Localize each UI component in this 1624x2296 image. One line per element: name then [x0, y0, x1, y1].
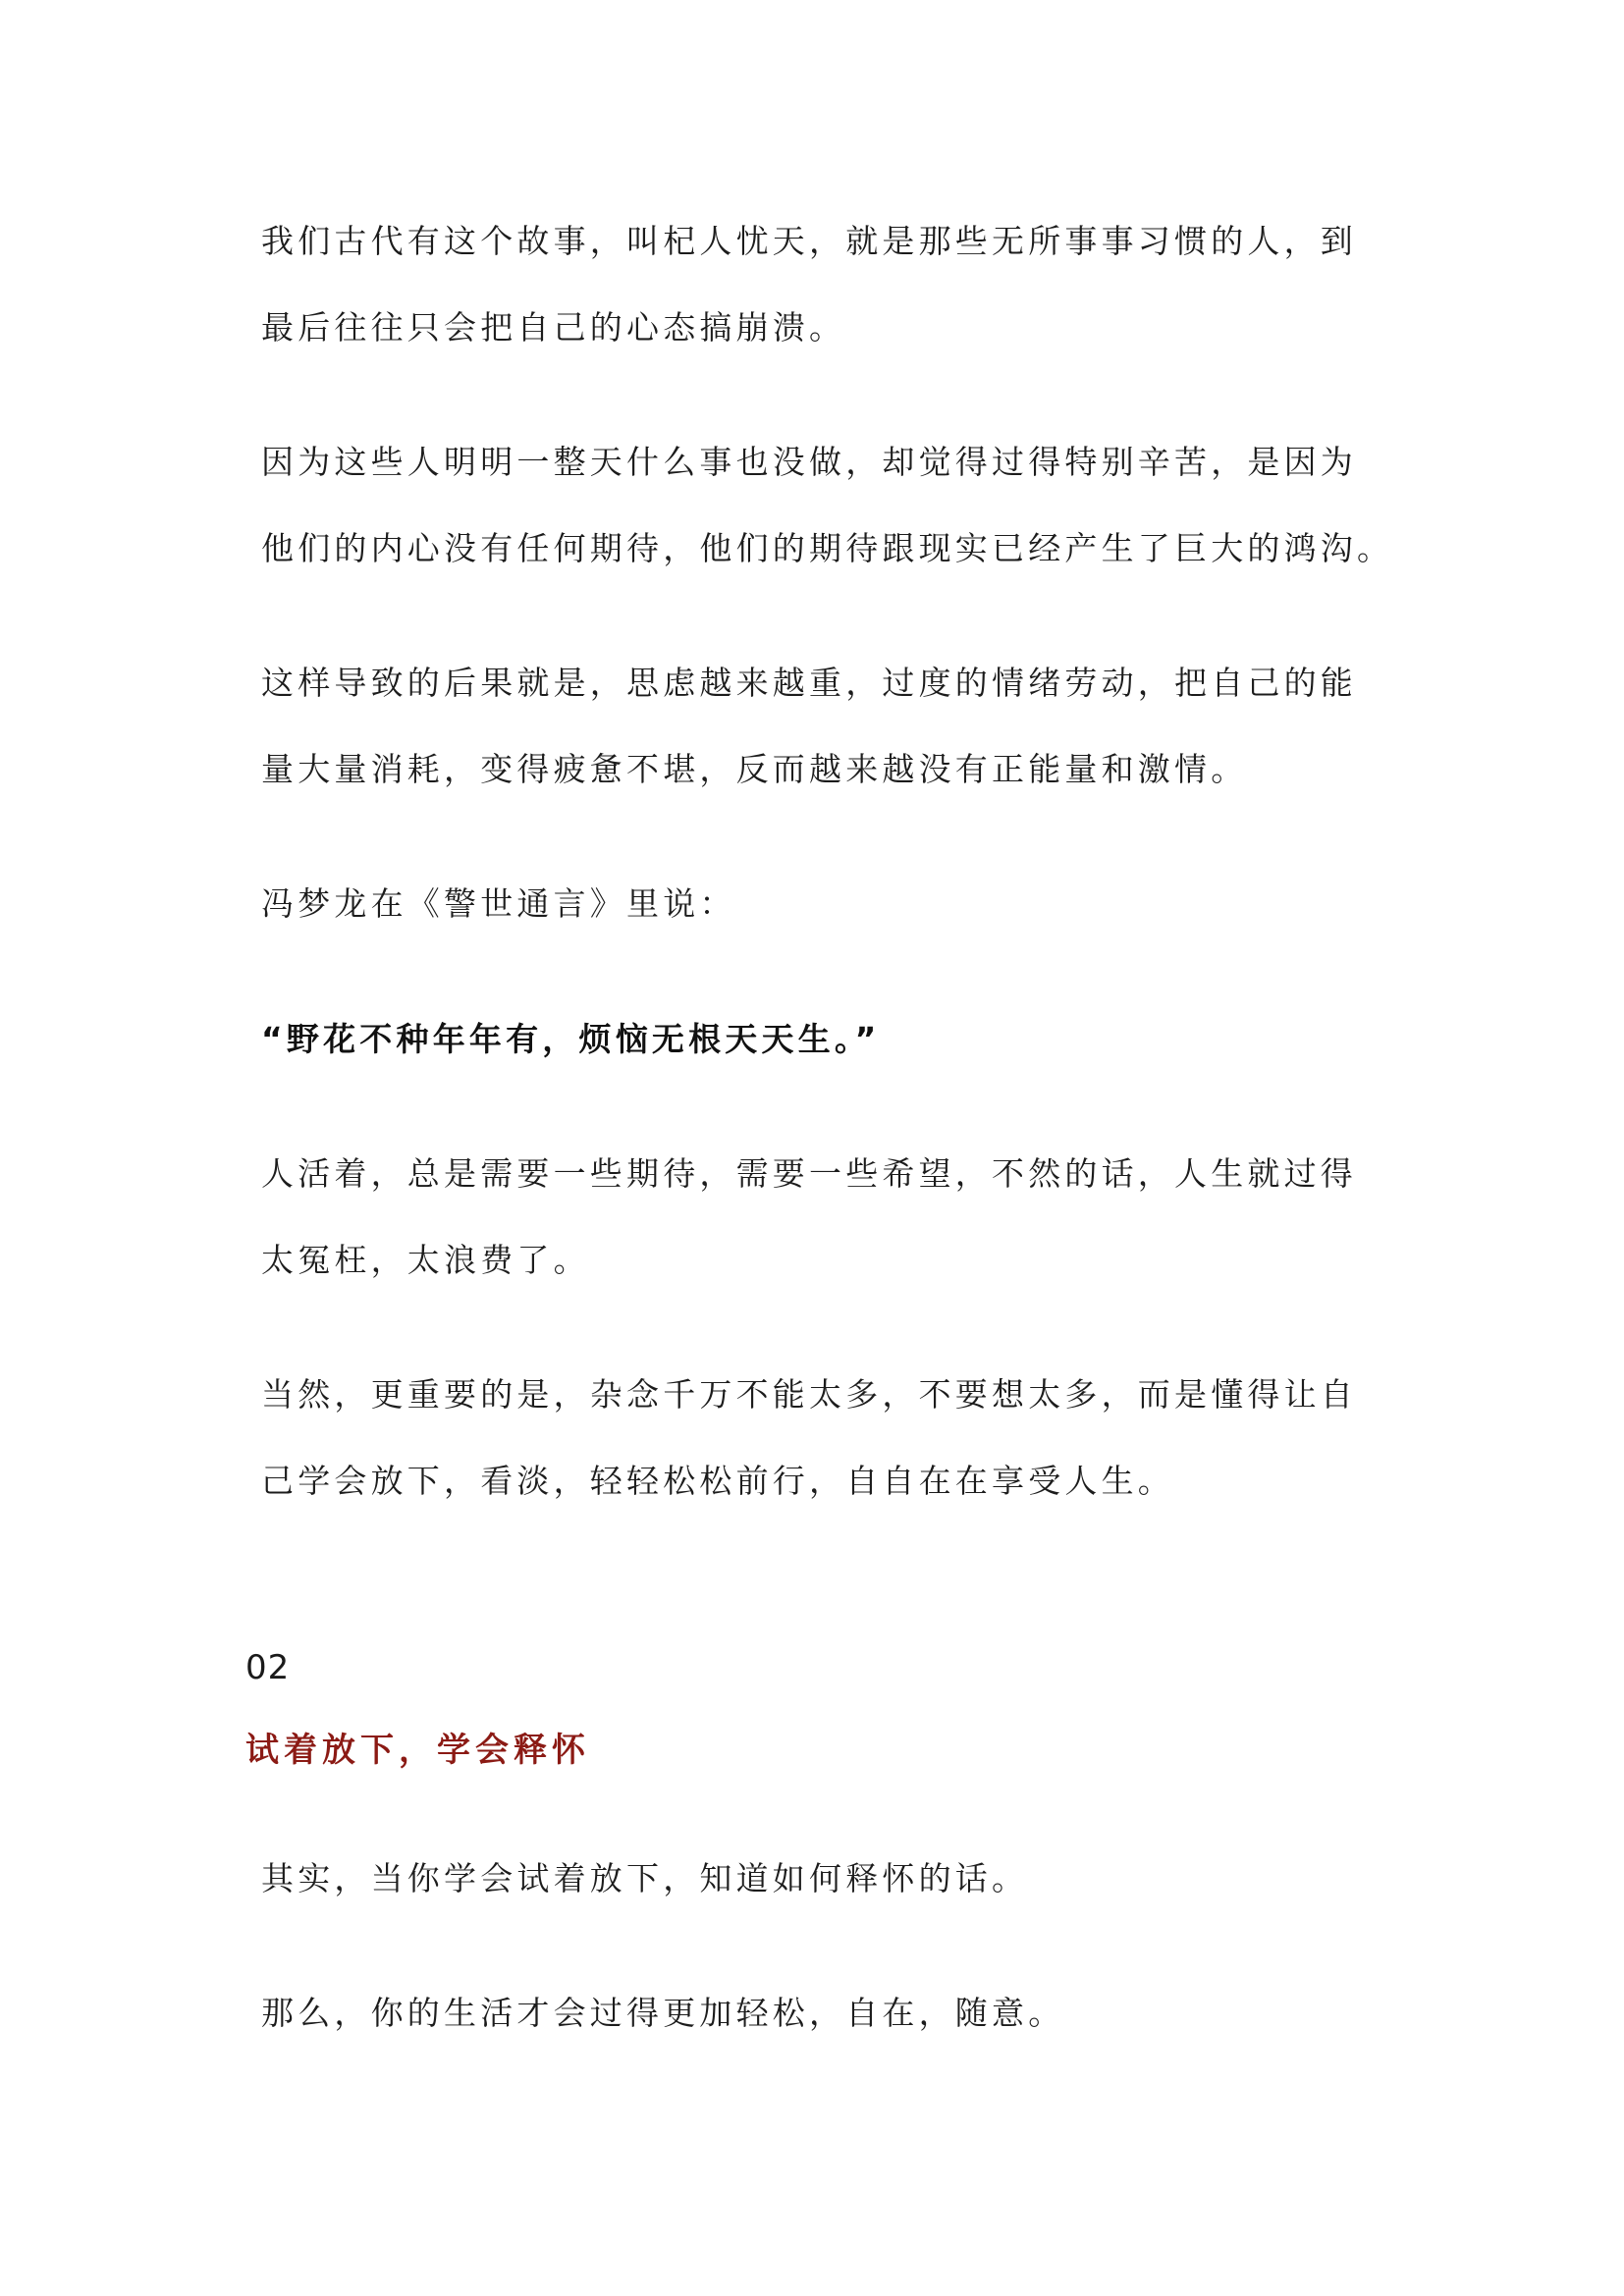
section-title: 试着放下，学会释怀 — [245, 1731, 590, 1770]
paragraph-3-line-2: 量大量消耗，变得疲惫不堪，反而越来越没有正能量和激情。 — [261, 750, 1248, 788]
paragraph-6-line-1: 人活着，总是需要一些期待，需要一些希望，不然的话，人生就过得 — [261, 1154, 1357, 1193]
section-paragraph-1: 其实，当你学会试着放下，知道如何释怀的话。 — [261, 1859, 1029, 1897]
citation-intro: 冯梦龙在《警世通言》里说： — [261, 884, 736, 923]
paragraph-7-line-1: 当然，更重要的是，杂念千万不能太多，不要想太多，而是懂得让自 — [261, 1375, 1357, 1414]
paragraph-1-line-1: 我们古代有这个故事，叫杞人忧天，就是那些无所事事习惯的人，到 — [261, 222, 1357, 260]
paragraph-6-line-2: 太冤枉，太浪费了。 — [261, 1241, 590, 1279]
section-paragraph-2: 那么，你的生活才会过得更加轻松，自在，随意。 — [261, 1994, 1065, 2032]
paragraph-1-line-2: 最后往往只会把自己的心态搞崩溃。 — [261, 308, 846, 347]
paragraph-2-line-1: 因为这些人明明一整天什么事也没做，却觉得过得特别辛苦，是因为 — [261, 443, 1357, 481]
paragraph-7-line-2: 己学会放下，看淡，轻轻松松前行，自自在在享受人生。 — [261, 1462, 1174, 1500]
bold-quote: “野花不种年年有，烦恼无根天天生。” — [261, 1020, 881, 1058]
section-number: 02 — [245, 1648, 291, 1687]
paragraph-3-line-1: 这样导致的后果就是，思虑越来越重，过度的情绪劳动，把自己的能 — [261, 664, 1357, 702]
paragraph-2-line-2: 他们的内心没有任何期待，他们的期待跟现实已经产生了巨大的鸿沟。 — [261, 529, 1394, 567]
